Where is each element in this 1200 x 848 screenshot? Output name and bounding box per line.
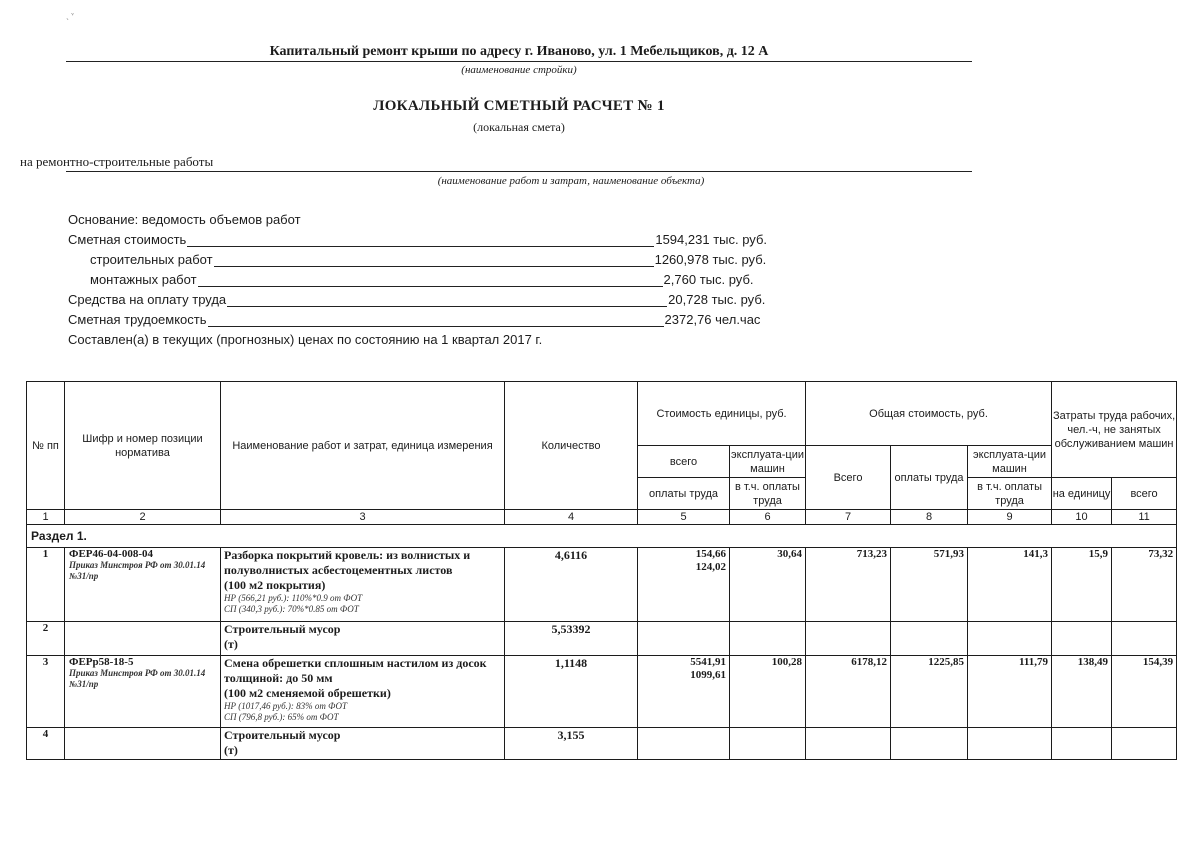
row-unit-cost: 154,66 124,02: [638, 548, 730, 622]
param-labor: [68, 307, 828, 327]
row-unit: (100 м2 покрытия): [224, 578, 326, 592]
header-total-machines: эксплуата-ции машин: [968, 446, 1052, 478]
header-total-wages: оплаты труда: [891, 446, 968, 510]
row-total-machines: [968, 622, 1052, 656]
header-unit-total: всего: [638, 446, 730, 478]
header-name: Наименование работ и затрат, единица измерения: [221, 382, 505, 510]
header-num: № пп: [27, 382, 65, 510]
estimate-table: [26, 381, 1177, 760]
row-total-wages: [891, 622, 968, 656]
row-profit: СП (796,8 руб.): 65% от ФОТ: [224, 712, 339, 722]
row-total-wages: 571,93: [891, 548, 968, 622]
row-code: ФЕР46-04-008-04 Приказ Минстроя РФ от 30.01.14 №31/пр: [65, 548, 221, 622]
wage-fund-unit: тыс. руб.: [711, 292, 766, 307]
header-labor: Затраты труда рабочих, чел.-ч, не занятых обслуживанием машин: [1052, 382, 1177, 478]
row-total-wages: [891, 728, 968, 760]
labor-value: 2372,76: [664, 312, 712, 327]
row-qty: 5,53392: [505, 622, 638, 656]
installation-value: 2,760: [663, 272, 697, 287]
row-unit-cost: 5541,91 1099,61: [638, 656, 730, 728]
estimated-cost-value: 1594,231: [655, 232, 710, 247]
row-total-machines: 111,79: [968, 656, 1052, 728]
construction-unit: тыс. руб.: [712, 252, 767, 267]
column-index: 8: [891, 510, 968, 525]
param-wage-fund: [68, 287, 828, 307]
labor-unit: чел.час: [715, 312, 761, 327]
row-total-wages: 1225,85: [891, 656, 968, 728]
work-underline: [66, 171, 972, 172]
row-total: [806, 622, 891, 656]
row-total: [806, 728, 891, 760]
project-caption: (наименование стройки): [461, 64, 577, 76]
row-unit-machines: [730, 728, 806, 760]
column-index-row: [27, 510, 1177, 525]
column-index: 6: [730, 510, 806, 525]
installation-unit: тыс. руб.: [699, 272, 754, 287]
work-caption: (наименование работ и затрат, наименование объекта): [437, 175, 705, 187]
param-basis: [68, 207, 828, 227]
row-labor-total: [1112, 728, 1177, 760]
row-labor-unit: 138,49: [1052, 656, 1112, 728]
installation-label: монтажных работ: [90, 272, 197, 287]
basis-text: Основание: ведомость объемов работ: [68, 212, 301, 227]
table-row: [27, 728, 1177, 760]
construction-value: 1260,978: [654, 252, 709, 267]
row-overhead: НР (566,21 руб.): 110%*0.9 от ФОТ: [224, 593, 363, 603]
column-index: 7: [806, 510, 891, 525]
fill-line: [227, 294, 667, 307]
row-num: 4: [27, 728, 65, 760]
estimate-parameters: [68, 207, 828, 347]
header-total: Всего: [806, 446, 891, 510]
estimated-cost-label: Сметная стоимость: [68, 232, 187, 247]
row-num: 3: [27, 656, 65, 728]
column-index: 4: [505, 510, 638, 525]
row-unit-cost: [638, 622, 730, 656]
row-name: Смена обрешетки сплошным настилом из досок толщиной: до 50 мм (100 м2 сменяемой обрешетки) НР (1017,46 руб.): 83% от ФОТ СП (796,8 руб.): 65% от ФОТ: [221, 656, 505, 728]
table-row: [27, 548, 1177, 622]
column-index: 2: [65, 510, 221, 525]
wage-fund-label: Средства на оплату труда: [68, 292, 227, 307]
section-title: Раздел 1.: [27, 525, 1177, 548]
row-code: ФЕРр58-18-5 Приказ Минстроя РФ от 30.01.14 №31/пр: [65, 656, 221, 728]
row-overhead: НР (1017,46 руб.): 83% от ФОТ: [224, 701, 347, 711]
header-unit-machines: эксплуата-ции машин: [730, 446, 806, 478]
row-total-machines: [968, 728, 1052, 760]
project-title: Капитальный ремонт крыши по адресу г. Иваново, ул. 1 Мебельщиков, д. 12 А: [269, 44, 769, 59]
row-code: [65, 622, 221, 656]
estimated-cost-unit: тыс. руб.: [713, 232, 768, 247]
fill-line: [214, 254, 654, 267]
row-total-machines: 141,3: [968, 548, 1052, 622]
table-row: [27, 622, 1177, 656]
row-qty: 1,1148: [505, 656, 638, 728]
header-unit-machines-wages: в т.ч. оплаты труда: [730, 478, 806, 510]
table-row: [27, 656, 1177, 728]
row-unit-machines: 100,28: [730, 656, 806, 728]
row-num: 1: [27, 548, 65, 622]
row-qty: 4,6116: [505, 548, 638, 622]
param-estimated-cost: [68, 227, 828, 247]
column-index: 5: [638, 510, 730, 525]
param-construction: [68, 247, 828, 267]
row-profit: СП (340,3 руб.): 70%*0.85 от ФОТ: [224, 604, 359, 614]
row-labor-unit: 15,9: [1052, 548, 1112, 622]
row-order: Приказ Минстроя РФ от 30.01.14 №31/пр: [69, 560, 206, 581]
row-labor-total: 73,32: [1112, 548, 1177, 622]
row-code: [65, 728, 221, 760]
document-subtitle: (локальная смета): [473, 120, 565, 134]
row-labor-unit: [1052, 622, 1112, 656]
fill-line: [198, 274, 663, 287]
row-name: Разборка покрытий кровель: из волнистых и полуволнистых асбестоцементных листов (100 м2 покрытия) НР (566,21 руб.): 110%*0.9 от ФОТ СП (340,3 руб.): 70%*0.85 от ФОТ: [221, 548, 505, 622]
row-name: Строительный мусор (т): [221, 622, 505, 656]
row-labor-total: 154,39: [1112, 656, 1177, 728]
column-index: 1: [27, 510, 65, 525]
row-unit-machines: [730, 622, 806, 656]
row-labor-unit: [1052, 728, 1112, 760]
document-title: ЛОКАЛЬНЫЙ СМЕТНЫЙ РАСЧЕТ № 1: [373, 98, 665, 114]
header-total-cost: Общая стоимость, руб.: [806, 382, 1052, 446]
prices-text: Составлен(а) в текущих (прогнозных) ценах по состоянию на 1 квартал 2017 г.: [68, 332, 543, 347]
param-installation: [68, 267, 828, 287]
wage-fund-value: 20,728: [668, 292, 708, 307]
section-row: [27, 525, 1177, 548]
scan-mark: ˏ ᵛ: [66, 10, 74, 20]
row-order: Приказ Минстроя РФ от 30.01.14 №31/пр: [69, 668, 206, 689]
row-total: 6178,12: [806, 656, 891, 728]
column-index: 9: [968, 510, 1052, 525]
header-qty: Количество: [505, 382, 638, 510]
row-unit: (т): [224, 637, 238, 651]
column-index: 11: [1112, 510, 1177, 525]
column-index: 3: [221, 510, 505, 525]
row-total: 713,23: [806, 548, 891, 622]
row-name: Строительный мусор (т): [221, 728, 505, 760]
header-unit-wages: оплаты труда: [638, 478, 730, 510]
row-labor-total: [1112, 622, 1177, 656]
param-prices: [68, 327, 828, 347]
project-underline: [66, 61, 972, 62]
row-unit-machines: 30,64: [730, 548, 806, 622]
fill-line: [187, 234, 654, 247]
header-total-machines-wages: в т.ч. оплаты труда: [968, 478, 1052, 510]
construction-label: строительных работ: [90, 252, 213, 267]
header-unit-cost: Стоимость единицы, руб.: [638, 382, 806, 446]
header-labor-total: всего: [1112, 478, 1177, 510]
column-index: 10: [1052, 510, 1112, 525]
fill-line: [208, 314, 664, 327]
labor-label: Сметная трудоемкость: [68, 312, 207, 327]
work-type: на ремонтно-строительные работы: [20, 154, 214, 169]
row-unit: (т): [224, 743, 238, 757]
row-num: 2: [27, 622, 65, 656]
header-labor-unit: на единицу: [1052, 478, 1112, 510]
row-unit: (100 м2 сменяемой обрешетки): [224, 686, 391, 700]
header-code: Шифр и номер позиции норматива: [65, 382, 221, 510]
row-unit-cost: [638, 728, 730, 760]
row-qty: 3,155: [505, 728, 638, 760]
